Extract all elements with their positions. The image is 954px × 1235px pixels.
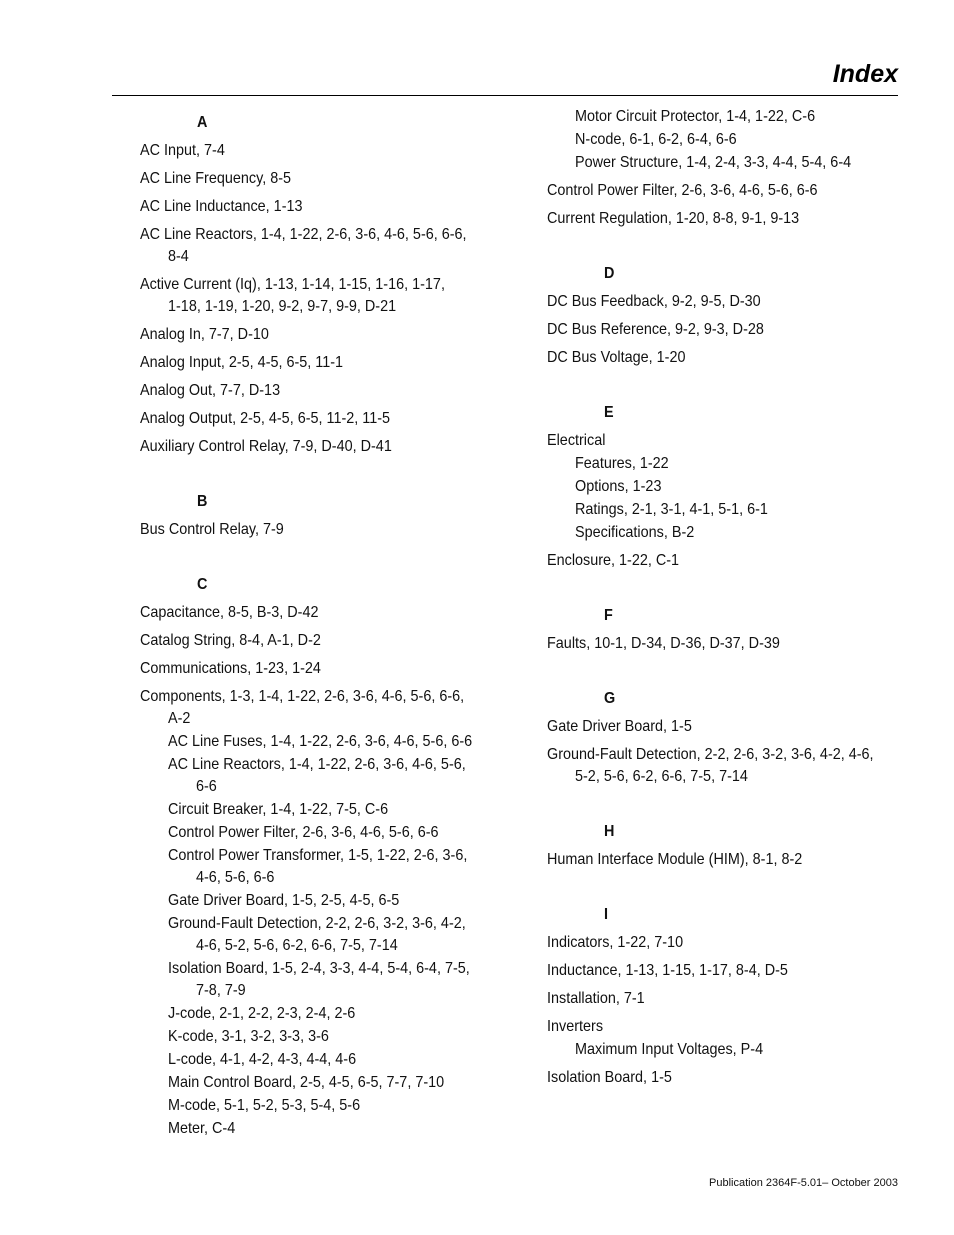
index-entry-continuation: 1-18, 1-19, 1-20, 9-2, 9-7, 9-9, D-21 bbox=[168, 298, 397, 315]
section-letter-d: D bbox=[604, 265, 615, 282]
index-entry: Capacitance, 8-5, B-3, D-42 bbox=[140, 604, 319, 621]
index-subentry: Ratings, 2-1, 3-1, 4-1, 5-1, 6-1 bbox=[575, 501, 768, 518]
index-subentry: Main Control Board, 2-5, 4-5, 6-5, 7-7, 7-10 bbox=[168, 1074, 445, 1091]
index-subentry: K-code, 3-1, 3-2, 3-3, 3-6 bbox=[168, 1028, 329, 1045]
index-subentry: J-code, 2-1, 2-2, 2-3, 2-4, 2-6 bbox=[168, 1005, 356, 1022]
index-column-right bbox=[547, 106, 907, 1089]
index-subentry: Meter, C-4 bbox=[168, 1120, 236, 1137]
index-entry: Installation, 7-1 bbox=[547, 990, 645, 1007]
index-entry: Analog In, 7-7, D-10 bbox=[140, 326, 269, 343]
index-entry: Auxiliary Control Relay, 7-9, D-40, D-41 bbox=[140, 438, 392, 455]
index-entry: Gate Driver Board, 1-5 bbox=[547, 718, 692, 735]
index-subentry-continuation: 6-6 bbox=[196, 778, 217, 795]
index-entry: Ground-Fault Detection, 2-2, 2-6, 3-2, 3-6, 4-2, 4-6, bbox=[547, 746, 874, 763]
index-subentry: N-code, 6-1, 6-2, 6-4, 6-6 bbox=[575, 131, 737, 148]
index-entry: Isolation Board, 1-5 bbox=[547, 1069, 672, 1086]
index-subentry: Ground-Fault Detection, 2-2, 2-6, 3-2, 3-6, 4-2, bbox=[168, 915, 466, 932]
publication-footer: Publication 2364F-5.01– October 2003 bbox=[709, 1177, 898, 1189]
index-entry: Analog Input, 2-5, 4-5, 6-5, 11-1 bbox=[140, 354, 344, 371]
section-letter-c: C bbox=[197, 576, 208, 593]
index-entry: Control Power Filter, 2-6, 3-6, 4-6, 5-6, 6-6 bbox=[547, 182, 818, 199]
index-entry: Bus Control Relay, 7-9 bbox=[140, 521, 284, 538]
index-entry: DC Bus Voltage, 1-20 bbox=[547, 349, 686, 366]
index-subentry: AC Line Reactors, 1-4, 1-22, 2-6, 3-6, 4-6, 5-6, bbox=[168, 756, 466, 773]
index-entry: Inductance, 1-13, 1-15, 1-17, 8-4, D-5 bbox=[547, 962, 788, 979]
index-entry: Active Current (Iq), 1-13, 1-14, 1-15, 1-16, 1-17, bbox=[140, 276, 445, 293]
index-subentry: Maximum Input Voltages, P-4 bbox=[575, 1041, 764, 1058]
index-entry-continuation: 8-4 bbox=[168, 248, 189, 265]
index-subentry: Circuit Breaker, 1-4, 1-22, 7-5, C-6 bbox=[168, 801, 389, 818]
index-subentry: Isolation Board, 1-5, 2-4, 3-3, 4-4, 5-4, 6-4, 7-5, bbox=[168, 960, 470, 977]
section-letter-h: H bbox=[604, 823, 615, 840]
index-entry: AC Line Inductance, 1-13 bbox=[140, 198, 303, 215]
index-entry: DC Bus Reference, 9-2, 9-3, D-28 bbox=[547, 321, 764, 338]
index-subentry-continuation: 4-6, 5-6, 6-6 bbox=[196, 869, 275, 886]
index-subentry: Specifications, B-2 bbox=[575, 524, 695, 541]
index-subentry: AC Line Fuses, 1-4, 1-22, 2-6, 3-6, 4-6, 5-6, 6-6 bbox=[168, 733, 473, 750]
section-letter-i: I bbox=[604, 906, 609, 923]
index-subentry: Gate Driver Board, 1-5, 2-5, 4-5, 6-5 bbox=[168, 892, 400, 909]
index-entry: AC Line Reactors, 1-4, 1-22, 2-6, 3-6, 4-6, 5-6, 6-6, bbox=[140, 226, 467, 243]
index-entry: Enclosure, 1-22, C-1 bbox=[547, 552, 680, 569]
index-subentry: Control Power Transformer, 1-5, 1-22, 2-6, 3-6, bbox=[168, 847, 468, 864]
index-entry: AC Input, 7-4 bbox=[140, 142, 225, 159]
index-subentry: L-code, 4-1, 4-2, 4-3, 4-4, 4-6 bbox=[168, 1051, 357, 1068]
page-title: Index bbox=[832, 60, 898, 88]
index-subentry: Features, 1-22 bbox=[575, 455, 669, 472]
index-subentry: Power Structure, 1-4, 2-4, 3-3, 4-4, 5-4, 6-4 bbox=[575, 154, 852, 171]
index-entry: Components, 1-3, 1-4, 1-22, 2-6, 3-6, 4-6, 5-6, 6-6, bbox=[140, 688, 465, 705]
index-entry: Analog Output, 2-5, 4-5, 6-5, 11-2, 11-5 bbox=[140, 410, 391, 427]
section-letter-g: G bbox=[604, 690, 616, 707]
index-entry: Communications, 1-23, 1-24 bbox=[140, 660, 321, 677]
index-entry: Analog Out, 7-7, D-13 bbox=[140, 382, 281, 399]
index-entry: AC Line Frequency, 8-5 bbox=[140, 170, 292, 187]
index-entry: Inverters bbox=[547, 1018, 604, 1035]
index-subentry: Motor Circuit Protector, 1-4, 1-22, C-6 bbox=[575, 108, 816, 125]
index-entry-continuation: 5-2, 5-6, 6-2, 6-6, 7-5, 7-14 bbox=[575, 768, 748, 785]
index-entry-continuation: A-2 bbox=[168, 710, 191, 727]
section-letter-e: E bbox=[604, 404, 614, 421]
section-letter-f: F bbox=[604, 607, 613, 624]
index-subentry-continuation: 4-6, 5-2, 5-6, 6-2, 6-6, 7-5, 7-14 bbox=[196, 937, 398, 954]
index-subentry-continuation: 7-8, 7-9 bbox=[196, 982, 246, 999]
section-letter-a: A bbox=[197, 114, 208, 131]
index-entry: Faults, 10-1, D-34, D-36, D-37, D-39 bbox=[547, 635, 780, 652]
index-subentry: M-code, 5-1, 5-2, 5-3, 5-4, 5-6 bbox=[168, 1097, 361, 1114]
index-entry: Current Regulation, 1-20, 8-8, 9-1, 9-13 bbox=[547, 210, 800, 227]
index-subentry: Control Power Filter, 2-6, 3-6, 4-6, 5-6, 6-6 bbox=[168, 824, 439, 841]
header-rule bbox=[112, 95, 898, 96]
index-entry: Catalog String, 8-4, A-1, D-2 bbox=[140, 632, 321, 649]
index-column-left bbox=[140, 106, 510, 1140]
index-entry: Human Interface Module (HIM), 8-1, 8-2 bbox=[547, 851, 803, 868]
index-entry: Electrical bbox=[547, 432, 606, 449]
index-entry: DC Bus Feedback, 9-2, 9-5, D-30 bbox=[547, 293, 761, 310]
index-entry: Indicators, 1-22, 7-10 bbox=[547, 934, 684, 951]
section-letter-b: B bbox=[197, 493, 208, 510]
index-subentry: Options, 1-23 bbox=[575, 478, 662, 495]
